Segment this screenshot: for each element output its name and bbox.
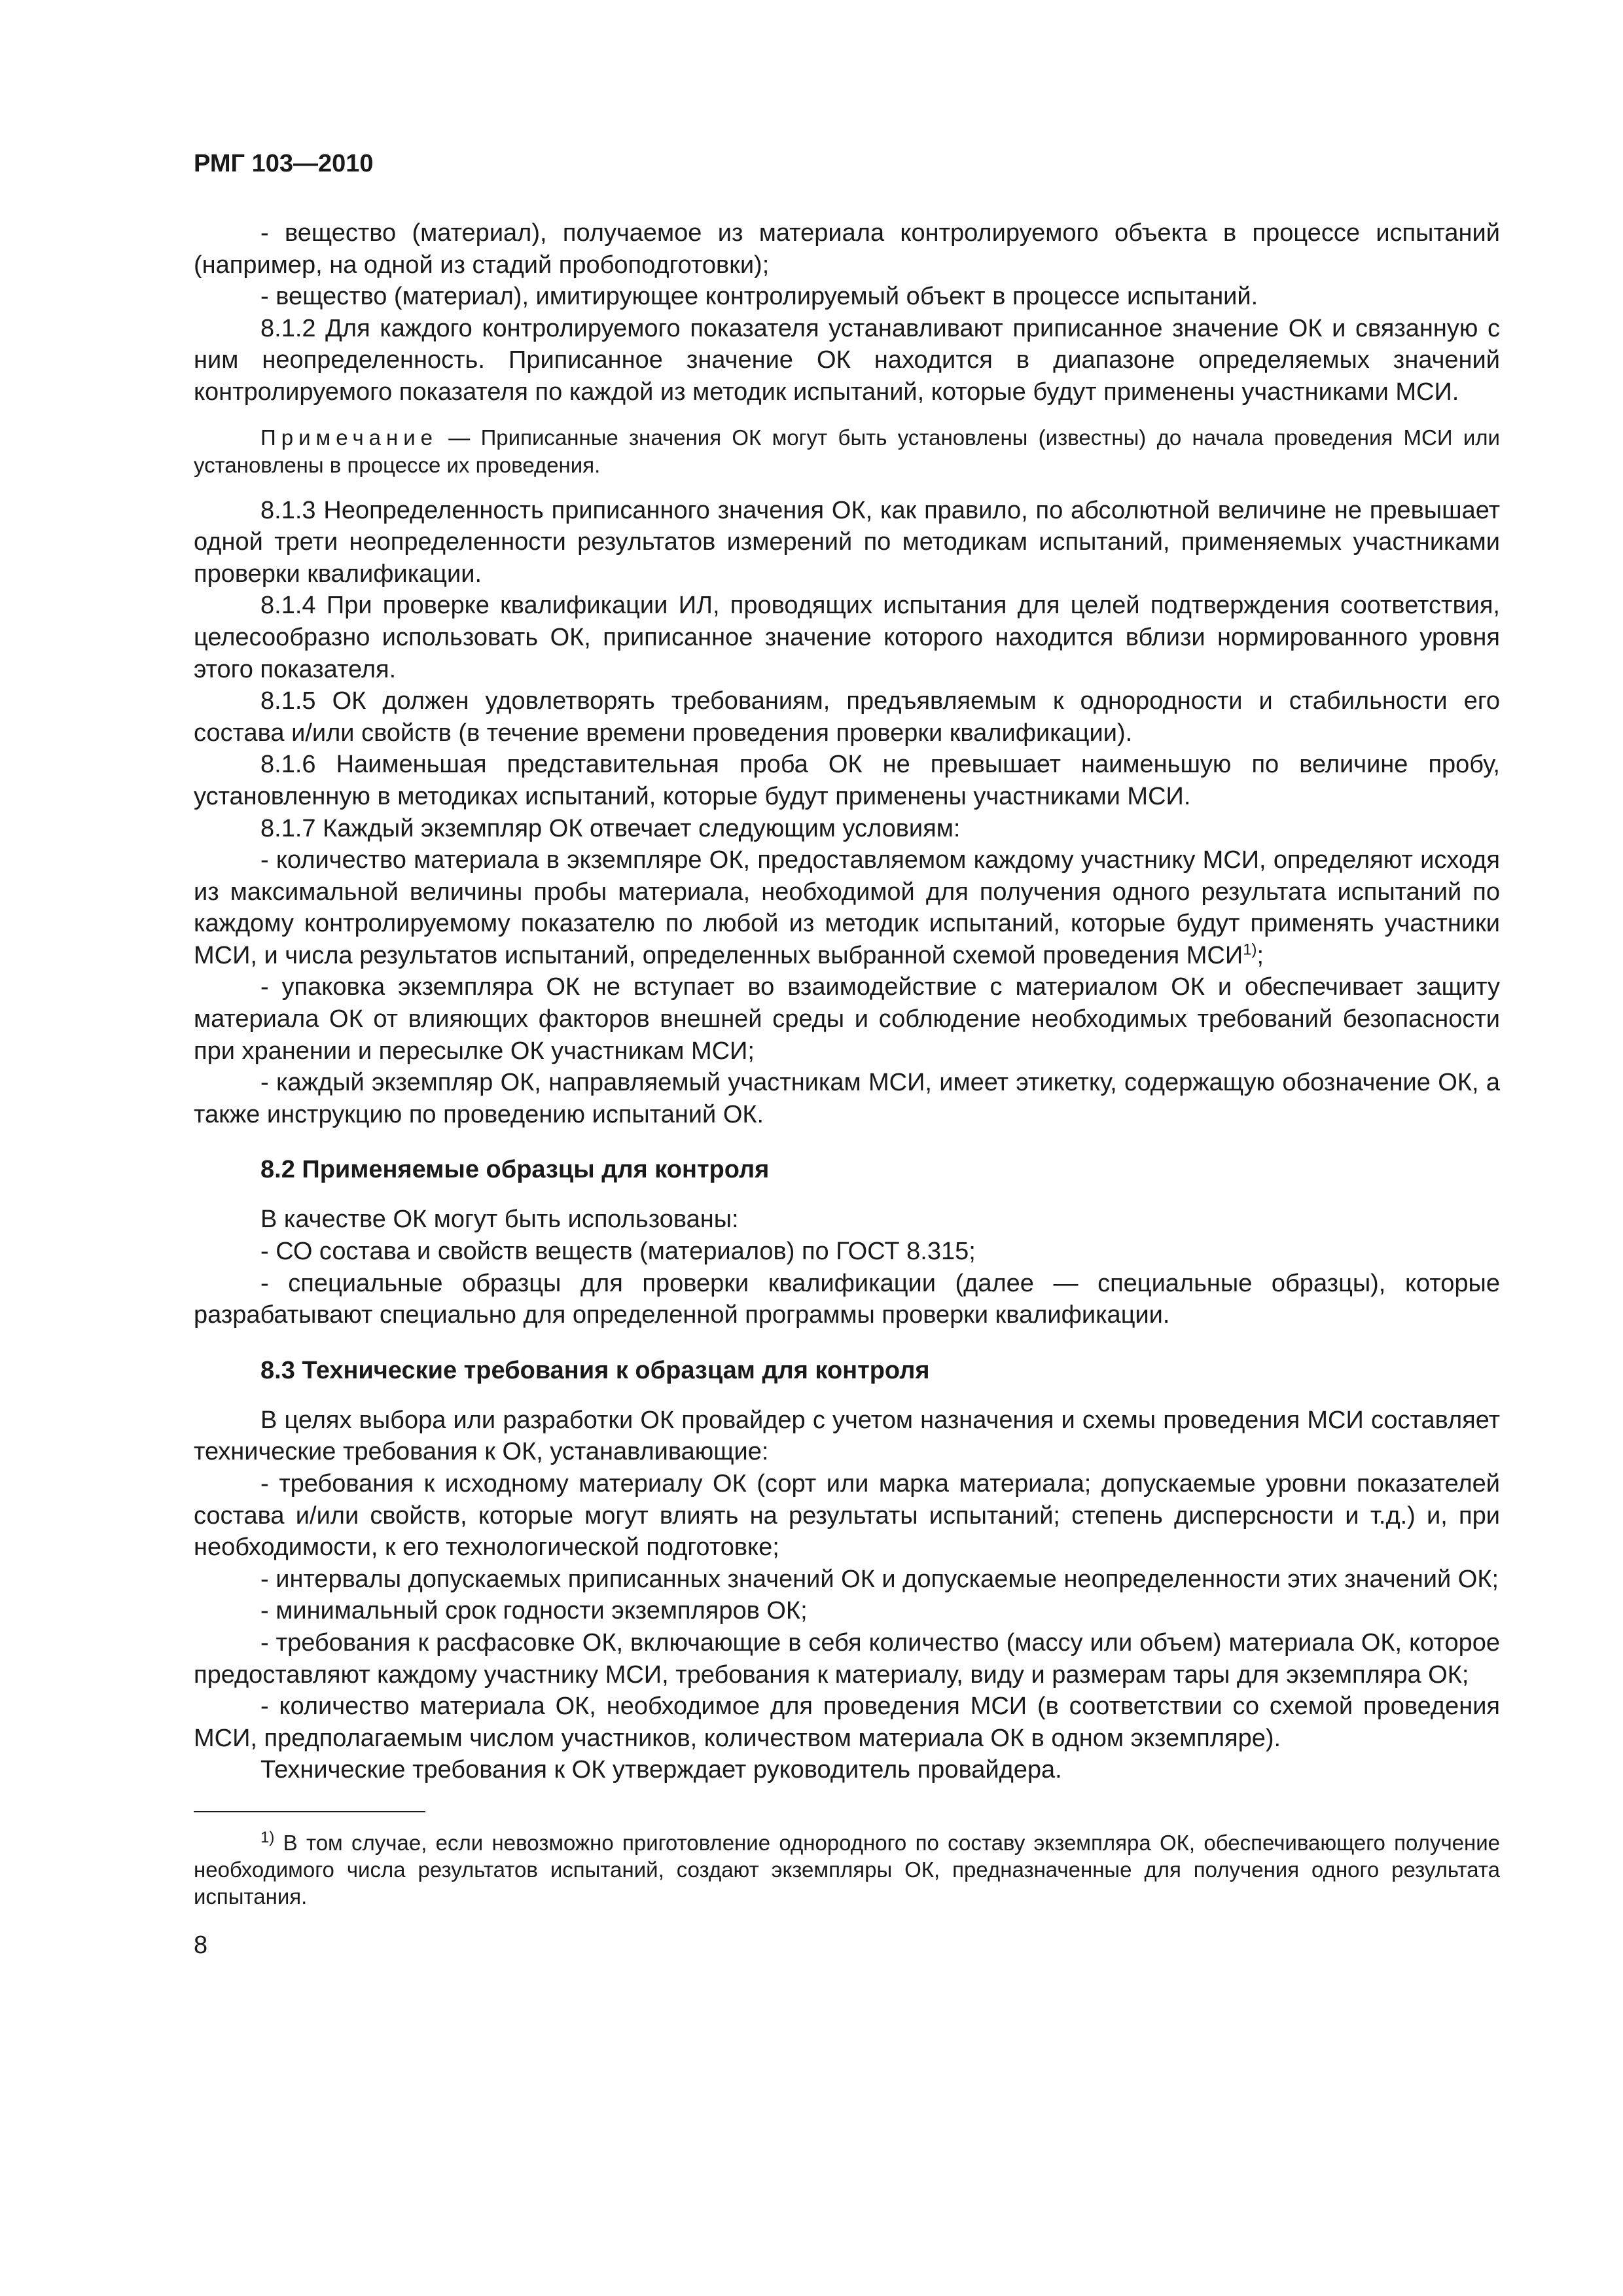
list-item: - минимальный срок годности экземпляров ОК;: [260, 1597, 808, 1625]
paragraph-8-1-2: 8.1.2 Для каждого контролируемого показателя устанавливают приписанное значение ОК и связанную с ним неопределенность. Приписанное значение ОК находится в диапазоне определяемых значений контролируемого показателя по каждой из методик испытаний, которые будут применены участниками МСИ.: [194, 314, 1500, 406]
footnote-text: В том случае, если невозможно приготовление однородного по составу экземпляра ОК, обеспечивающего получение необходимого числа результатов испытаний, создают экземпляры ОК, предназначенные для получения одного результата испытания.: [194, 1830, 1500, 1909]
list-item: - вещество (материал), получаемое из материала контролируемого объекта в процессе испытаний (например, на одной из стадий пробоподготовки);: [194, 219, 1500, 279]
condition-text: - количество материала в экземпляре ОК, предоставляемом каждому участнику МСИ, определяют исходя из максимальной величины пробы материала, необходимой для получения одного результата испытаний по каждому контролируемому показателю по любой из методик испытаний, которые будут применять участники МСИ, и числа результатов испытаний, определенных выбранной схемой проведения МСИ: [194, 846, 1500, 969]
page-number: 8: [194, 1931, 208, 1959]
condition-end: ;: [1257, 941, 1264, 969]
paragraph-8-1-3: 8.1.3 Неопределенность приписанного значения ОК, как правило, по абсолютной величине не превышает одной трети неопределенности результатов измерений по методикам испытаний, применяемых участниками проверки квалификации.: [194, 496, 1500, 588]
footnote-divider: [194, 1811, 425, 1812]
paragraph: В целях выбора или разработки ОК провайдер с учетом назначения и схемы проведения МСИ составляет технические требования к ОК, устанавливающие:: [194, 1406, 1500, 1466]
paragraph-8-1-7: 8.1.7 Каждый экземпляр ОК отвечает следующим условиям:: [260, 814, 961, 842]
section-heading-8-3: 8.3 Технические требования к образцам для контроля: [260, 1356, 930, 1384]
document-page: [194, 148, 1500, 1961]
document-code: РМГ 103—2010: [194, 150, 374, 177]
list-item: - интервалы допускаемых приписанных значений ОК и допускаемые неопределенности этих значений ОК;: [260, 1565, 1499, 1593]
note-label: Примечание: [260, 425, 438, 450]
footnote-mark: 1): [260, 1828, 275, 1846]
note-text: — Приписанные значения ОК могут быть установлены (известны) до начала проведения МСИ или установлены в процессе их проведения.: [194, 425, 1500, 477]
list-item: - требования к расфасовке ОК, включающие в себя количество (массу или объем) материала ОК, которое предоставляют каждому участнику МСИ, требования к материалу, виду и размерам тары для экземпляра ОК;: [194, 1628, 1500, 1689]
condition-item: - упаковка экземпляра ОК не вступает во взаимодействие с материалом ОК и обеспечивает защиту материала ОК от влияющих факторов внешней среды и соблюдение необходимых требований безопасности при хранении и пересылке ОК участникам МСИ;: [194, 973, 1500, 1065]
list-item: - вещество (материал), имитирующее контролируемый объект в процессе испытаний.: [260, 283, 1258, 311]
paragraph: В качестве ОК могут быть использованы:: [260, 1206, 739, 1234]
list-item: - количество материала ОК, необходимое для проведения МСИ (в соответствии со схемой проведения МСИ, предполагаемым числом участников, количеством материала ОК в одном экземпляре).: [194, 1693, 1500, 1752]
footnote: [194, 1829, 1500, 1910]
list-item: - специальные образцы для проверки квалификации (далее — специальные образцы), которые разрабатывают специально для определенной программы проверки квалификации.: [194, 1269, 1500, 1329]
condition-item: - каждый экземпляр ОК, направляемый участникам МСИ, имеет этикетку, содержащую обозначение ОК, а также инструкцию по проведению испытаний ОК.: [194, 1069, 1500, 1128]
condition-item: [194, 844, 1500, 971]
list-item: - требования к исходному материалу ОК (сорт или марка материала; допускаемые уровни показателей состава и/или свойств, которые могут влиять на результаты испытаний; степень дисперсности и т.д.) и, при необходимости, к его технологической подготовке;: [194, 1470, 1500, 1562]
paragraph: Технические требования к ОК утверждает руководитель провайдера.: [260, 1756, 1062, 1784]
list-item: - СО состава и свойств веществ (материалов) по ГОСТ 8.315;: [260, 1238, 976, 1266]
footnote-reference[interactable]: 1): [1243, 941, 1257, 959]
paragraph-8-1-4: 8.1.4 При проверке квалификации ИЛ, проводящих испытания для целей подтверждения соответствия, целесообразно использовать ОК, приписанное значение которого находится вблизи нормированного уровня этого показателя.: [194, 592, 1500, 683]
note: [194, 424, 1500, 479]
section-heading-8-2: 8.2 Применяемые образцы для контроля: [260, 1156, 770, 1184]
paragraph-8-1-6: 8.1.6 Наименьшая представительная проба ОК не превышает наименьшую по величине пробу, установленную в методиках испытаний, которые будут применены участниками МСИ.: [194, 751, 1500, 810]
paragraph-8-1-5: 8.1.5 ОК должен удовлетворять требованиям, предъявляемым к однородности и стабильности его состава и/или свойств (в течение времени проведения проверки квалификации).: [194, 687, 1500, 747]
